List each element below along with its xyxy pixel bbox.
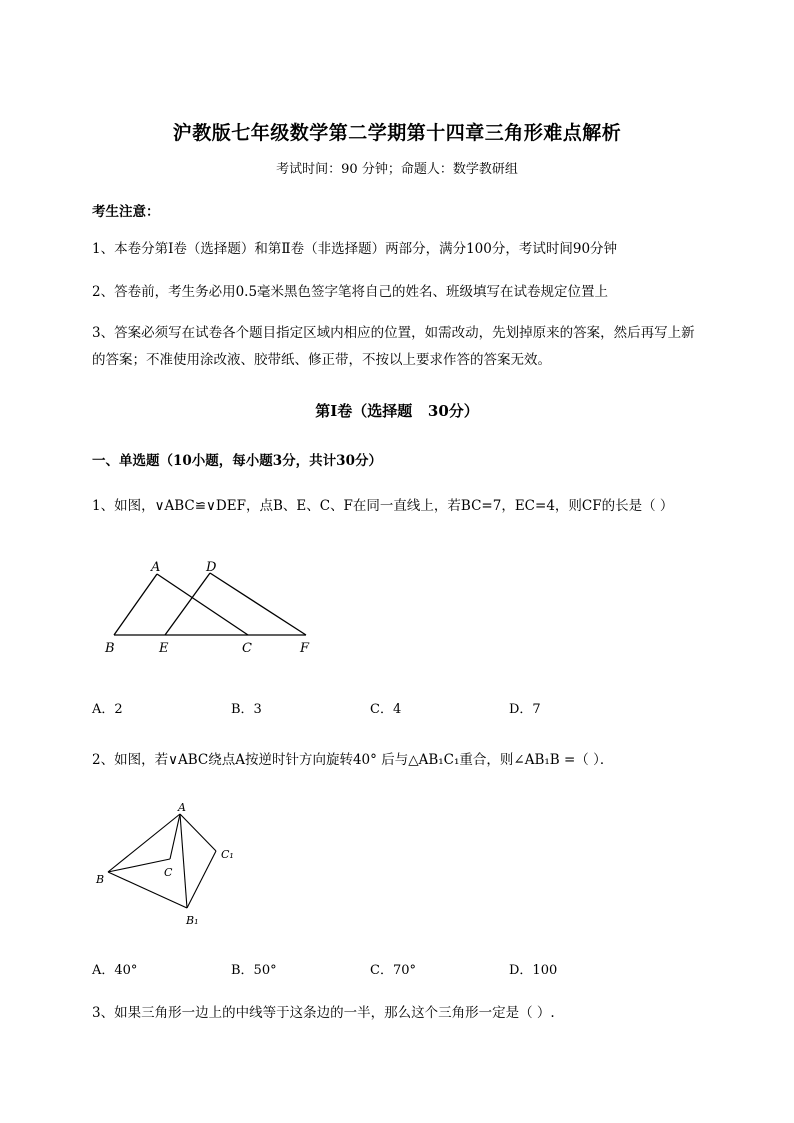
question-2-option-b: B．50° — [231, 963, 277, 978]
page-title: 沪教版七年级数学第二学期第十四章三角形难点解析 — [172, 122, 622, 144]
label-e: E — [159, 641, 169, 656]
label-f: F — [300, 641, 310, 656]
segment-ba — [114, 574, 157, 635]
segment-ab1 — [180, 814, 187, 908]
question-2-option-a: A．40° — [92, 963, 138, 978]
notice-item-1: 1、本卷分第Ⅰ卷（选择题）和第Ⅱ卷（非选择题）两部分，满分100分，考试时间90分钟 — [92, 241, 618, 257]
notice-heading: 考生注意： — [92, 204, 160, 220]
segment-ab — [108, 814, 180, 872]
question-1-figure — [100, 556, 330, 658]
segment-b1c1 — [187, 851, 216, 908]
question-1-option-b: B．3 — [231, 702, 262, 717]
notice-item-3: 3、答案必须写在试卷各个题目指定区域内相应的位置，如需改动，先划掉原来的答案，然后再写上新 — [92, 325, 695, 341]
label-c1: C₁ — [221, 848, 234, 861]
question-2-option-d: D．100 — [509, 963, 558, 978]
segment-bb1 — [108, 872, 187, 908]
section-title: 第Ⅰ卷（选择题 30分） — [315, 402, 479, 420]
label-c: C — [242, 641, 252, 656]
segment-ed — [165, 573, 210, 635]
question-1-option-c: C．4 — [370, 702, 402, 717]
question-2-option-c: C．70° — [370, 963, 416, 978]
label-a: A — [178, 801, 186, 814]
label-b: B — [105, 641, 115, 656]
label-b1: B₁ — [186, 914, 199, 927]
label-b: B — [96, 873, 105, 886]
label-c: C — [164, 866, 173, 879]
notice-item-2: 2、答卷前，考生务必用0.5毫米黑色签字笔将自己的姓名、班级填写在试卷规定位置上 — [92, 284, 609, 300]
segment-ac1 — [180, 814, 216, 851]
label-d: D — [206, 560, 217, 575]
question-3-text: 3、如果三角形一边上的中线等于这条边的一半，那么这个三角形一定是（ ）. — [92, 1005, 555, 1021]
segment-bc — [108, 859, 170, 872]
question-2-text: 2、如图，若∨ABC绕点A按逆时针方向旋转40° 后与△AB₁C₁重合，则∠AB₁B =（ ）． — [92, 752, 614, 768]
exam-info: 考试时间：90 分钟；命题人：数学教研组 — [276, 162, 518, 177]
question-2-figure — [90, 796, 250, 936]
label-a: A — [151, 560, 161, 575]
notice-item-3-cont: 的答案；不准使用涂改液、胶带纸、修正带，不按以上要求作答的答案无效。 — [92, 352, 551, 368]
question-1-option-d: D．7 — [509, 702, 541, 717]
question-1-option-a: A．2 — [92, 702, 123, 717]
question-1-text: 1、如图，∨ABC≌∨DEF，点B、E、C、F在同一直线上，若BC=7，EC=4，则CF的长是（ ） — [92, 498, 674, 514]
part-heading: 一、单选题（10小题，每小题3分，共计30分） — [92, 453, 382, 469]
segment-df — [210, 573, 306, 635]
